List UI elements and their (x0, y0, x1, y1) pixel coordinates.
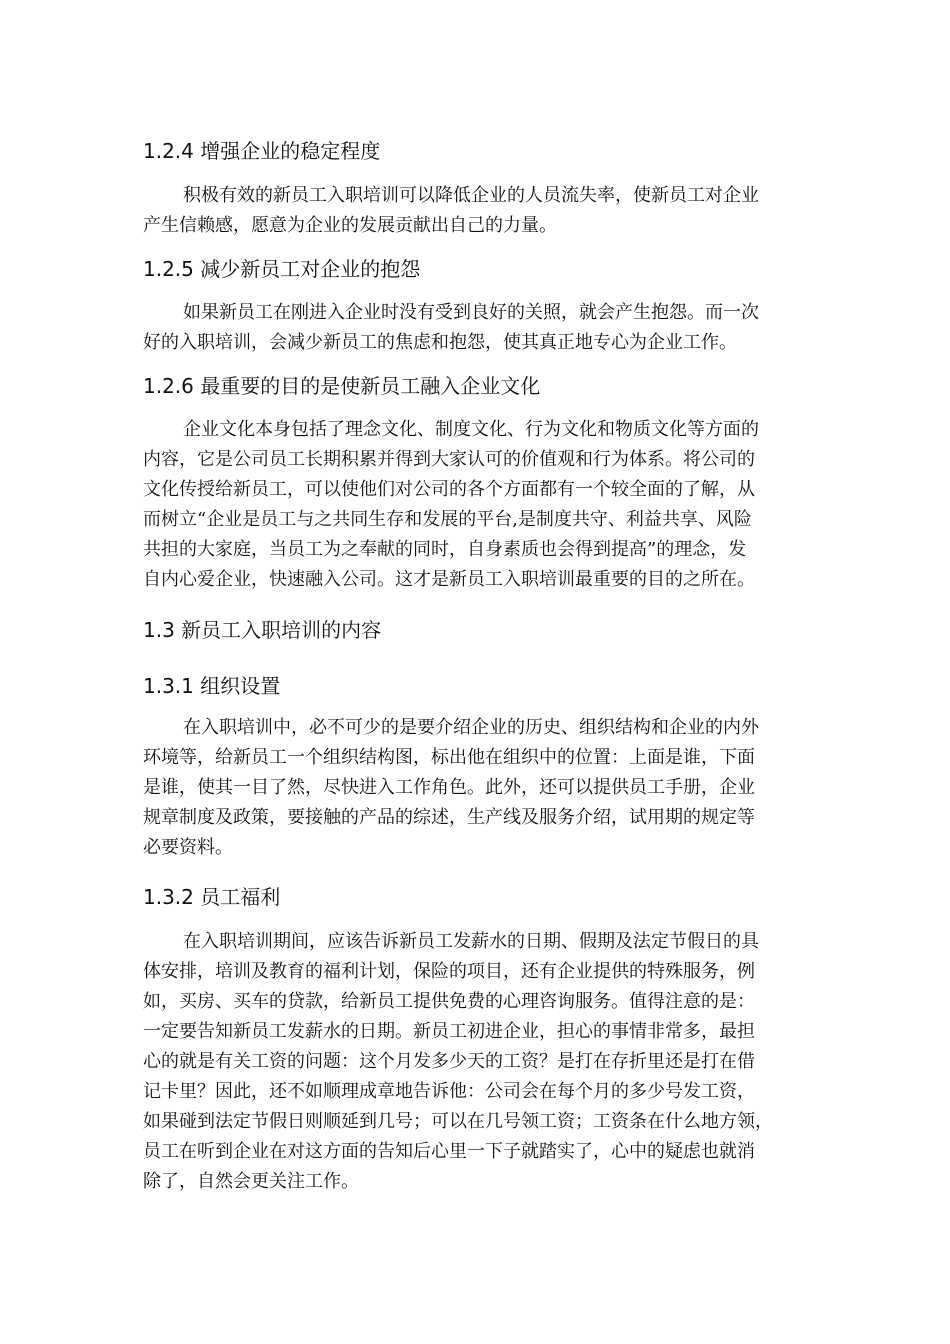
section-heading: 1.2.4 增强企业的稳定程度 (143, 139, 381, 163)
paragraph (143, 298, 759, 358)
paragraph-line: 如果新员工在刚进入企业时没有受到良好的关照，就会产生抱怨。而一次 (183, 302, 759, 323)
paragraph (143, 927, 773, 1197)
paragraph-line: 必要资料。 (143, 837, 233, 858)
paragraph-line: 在入职培训中，必不可少的是要介绍企业的历史、组织结构和企业的内外 (183, 717, 759, 738)
paragraph-line: 内容，它是公司员工长期积累并得到大家认可的价值观和行为体系。将公司的 (143, 449, 755, 470)
section-heading: 1.2.6 最重要的目的是使新员工融入企业文化 (143, 374, 541, 398)
paragraph-line: 企业文化本身包括了理念文化、制度文化、行为文化和物质文化等方面的 (183, 419, 759, 440)
paragraph-line: 员工在听到企业在对这方面的告知后心里一下子就踏实了，心中的疑虑也就消 (143, 1141, 755, 1162)
paragraph-line: 是谁，使其一目了然，尽快进入工作角色。此外，还可以提供员工手册，企业 (143, 777, 755, 798)
paragraph-line: 除了，自然会更关注工作。 (143, 1171, 359, 1192)
paragraph-line: 心的就是有关工资的问题：这个月发多少天的工资？是打在存折里还是打在借 (143, 1051, 755, 1072)
paragraph-line: 产生信赖感，愿意为企业的发展贡献出自己的力量。 (143, 215, 557, 236)
paragraph-line: 在入职培训期间，应该告诉新员工发薪水的日期、假期及法定节假日的具 (183, 931, 759, 952)
paragraph-line: 一定要告知新员工发薪水的日期。新员工初进企业，担心的事情非常多，最担 (143, 1021, 755, 1042)
paragraph-line: 共担的大家庭，当员工为之奉献的同时，自身素质也会得到提高”的理念，发 (143, 539, 747, 560)
paragraph-line: 好的入职培训，会减少新员工的焦虑和抱怨，使其真正地专心为企业工作。 (143, 332, 737, 353)
paragraph-line: 积极有效的新员工入职培训可以降低企业的人员流失率，使新员工对企业 (183, 185, 759, 206)
paragraph (143, 181, 759, 241)
paragraph-line: 规章制度及政策，要接触的产品的综述，生产线及服务介绍，试用期的规定等 (143, 807, 755, 828)
paragraph-line: 记卡里？因此，还不如顺理成章地告诉他：公司会在每个月的多少号发工资， (143, 1081, 755, 1102)
paragraph-line: 环境等，给新员工一个组织结构图，标出他在组织中的位置：上面是谁，下面 (143, 747, 755, 768)
paragraph-line: 文化传授给新员工，可以使他们对公司的各个方面都有一个较全面的了解，从 (143, 479, 755, 500)
paragraph-line: 自内心爱企业，快速融入公司。这才是新员工入职培训最重要的目的之所在。 (143, 569, 755, 590)
section-heading: 1.3.2 员工福利 (143, 885, 281, 909)
paragraph-line: 如，买房、买车的贷款，给新员工提供免费的心理咨询服务。值得注意的是： (143, 991, 755, 1012)
paragraph (143, 415, 759, 595)
section-heading: 1.2.5 减少新员工对企业的抱怨 (143, 257, 421, 281)
paragraph-line: 如果碰到法定节假日则顺延到几号；可以在几号领工资；工资条在什么地方领， (143, 1111, 773, 1132)
paragraph (143, 713, 759, 863)
section-heading: 1.3 新员工入职培训的内容 (143, 618, 382, 642)
section-heading: 1.3.1 组织设置 (143, 674, 281, 698)
paragraph-line: 而树立“企业是员工与之共同生存和发展的平台,是制度共守、利益共享、风险 (143, 509, 752, 530)
paragraph-line: 体安排，培训及教育的福利计划，保险的项目，还有企业提供的特殊服务，例 (143, 961, 755, 982)
